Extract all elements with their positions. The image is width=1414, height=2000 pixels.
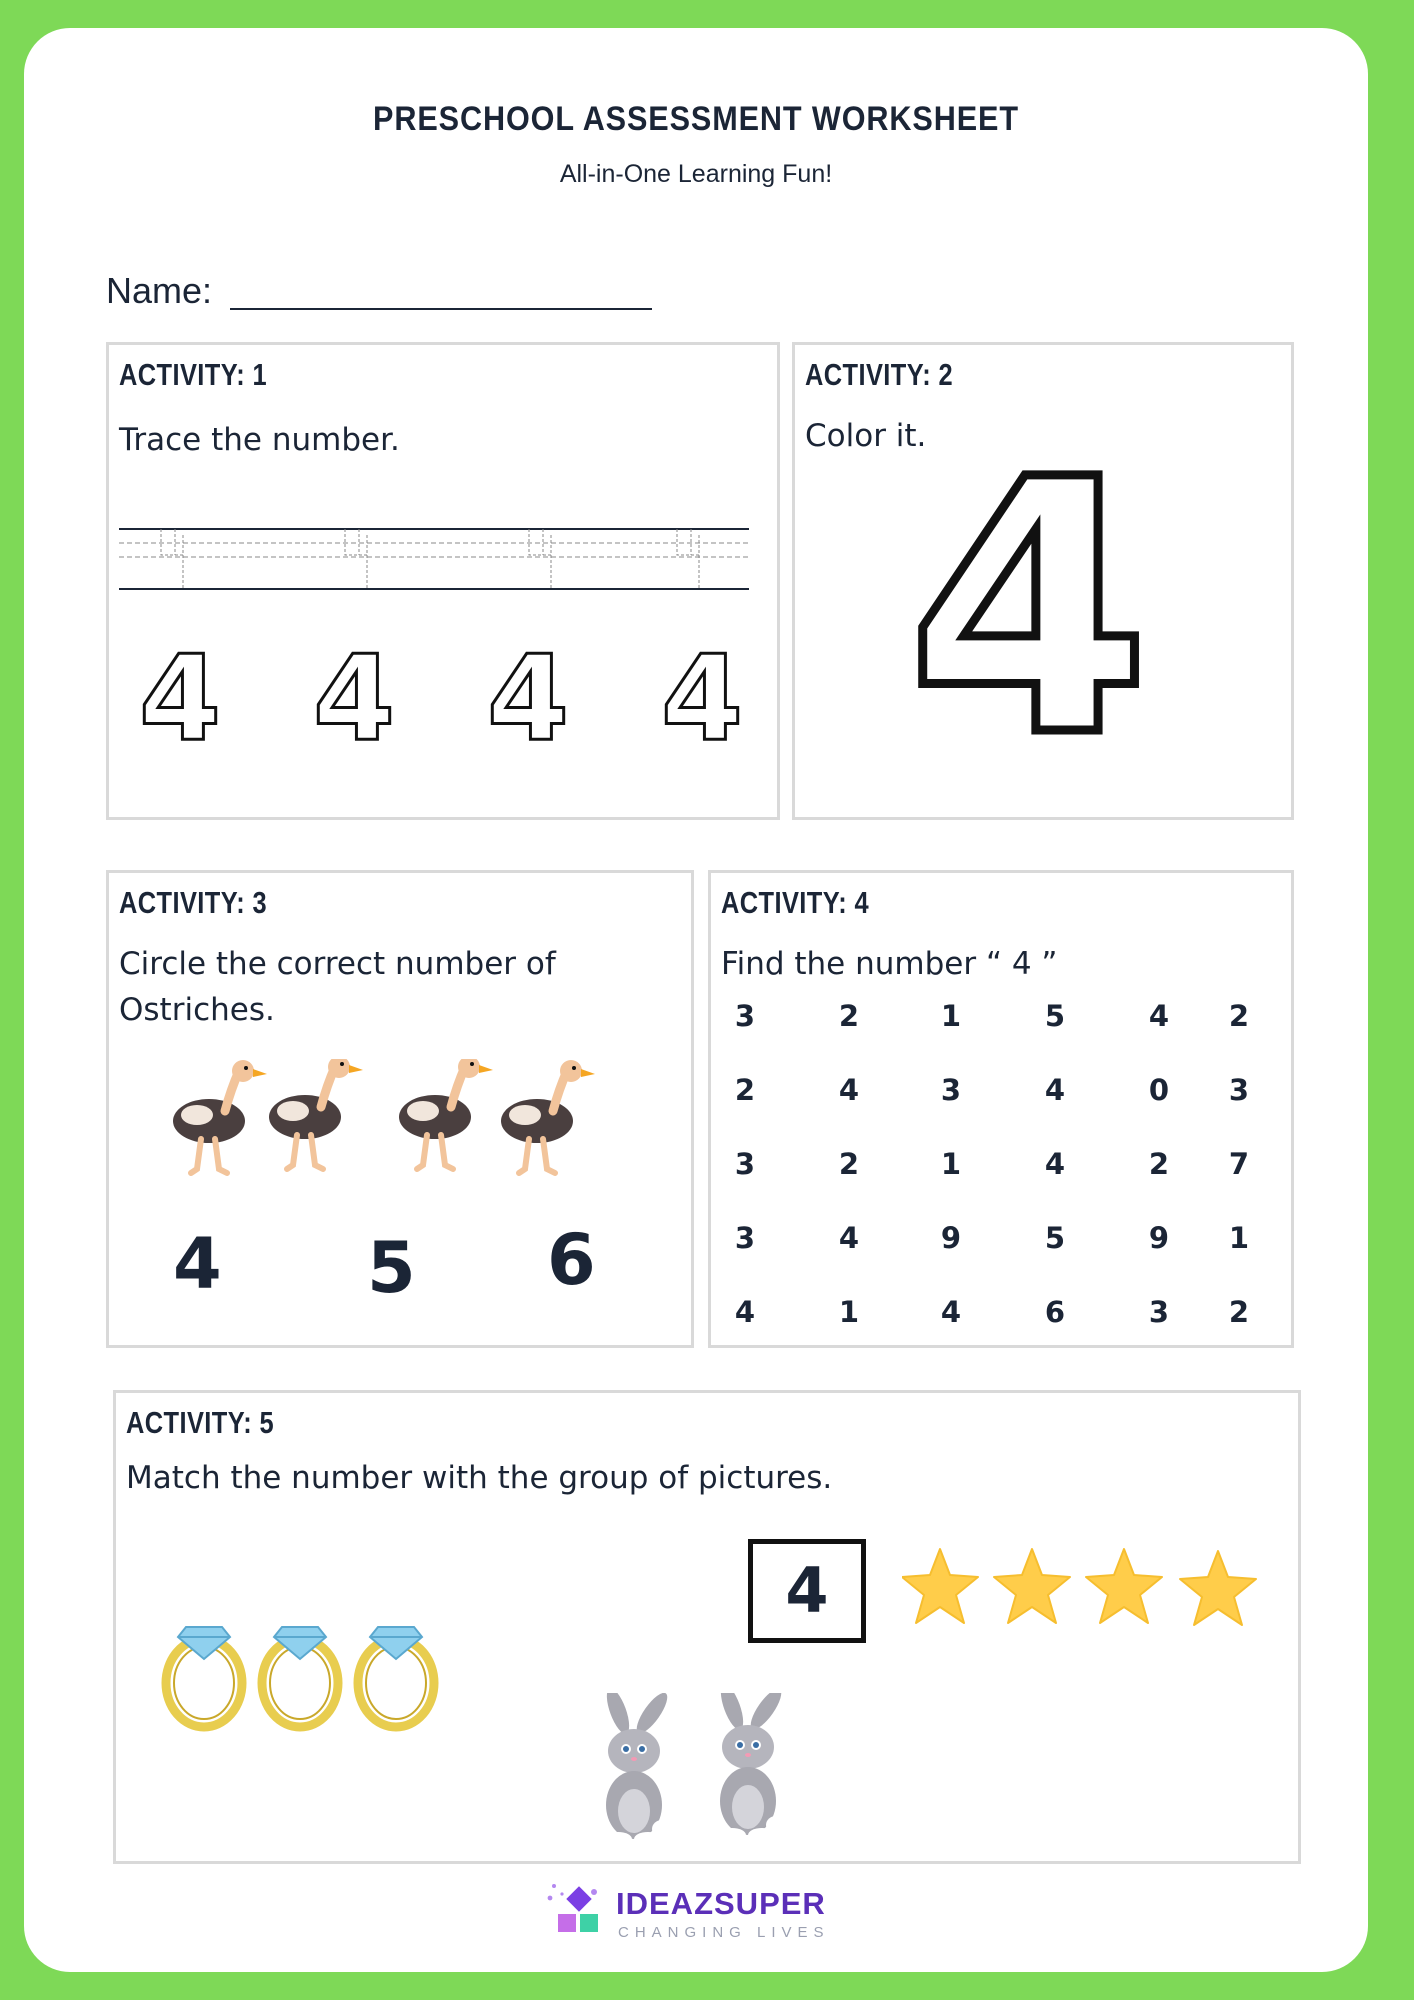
- brand-logo-icon: [544, 1880, 604, 1940]
- grid-number[interactable]: 4: [940, 1295, 962, 1329]
- trace-digit-3: 4: [487, 629, 570, 767]
- grid-number[interactable]: 1: [838, 1295, 860, 1329]
- grid-number[interactable]: 3: [1148, 1295, 1170, 1329]
- trace-digit-4: 4: [661, 629, 744, 767]
- grid-number[interactable]: 9: [1148, 1221, 1170, 1255]
- worksheet-subtitle: All-in-One Learning Fun!: [559, 160, 833, 188]
- rings-group[interactable]: [160, 1603, 460, 1733]
- grid-number[interactable]: 4: [838, 1073, 860, 1107]
- activity-1-title: ACTIVITY: 1: [119, 357, 268, 392]
- worksheet-page: [24, 28, 1368, 1972]
- activity-5-instruction: Match the number with the group of pictures.: [126, 1460, 833, 1496]
- grid-number[interactable]: 6: [1044, 1295, 1066, 1329]
- name-label: Name:: [106, 270, 213, 311]
- grid-number[interactable]: 4: [1044, 1147, 1066, 1181]
- activity-3-instruction-line1: Circle the correct number of: [119, 946, 556, 982]
- grid-number[interactable]: 4: [1044, 1073, 1066, 1107]
- ostriches-group: [169, 1059, 649, 1189]
- activity-5-box: [113, 1390, 1301, 1864]
- grid-number[interactable]: 2: [1148, 1147, 1170, 1181]
- bunnies-group[interactable]: [586, 1693, 826, 1853]
- activity-4-instruction: Find the number “ 4 ”: [721, 946, 1058, 982]
- grid-number[interactable]: 2: [838, 999, 860, 1033]
- grid-number[interactable]: 3: [734, 1221, 756, 1255]
- activity-2-box: [792, 342, 1294, 820]
- activity-4-box: [708, 870, 1294, 1348]
- grid-number[interactable]: 2: [838, 1147, 860, 1181]
- choice-6[interactable]: 6: [547, 1219, 596, 1301]
- activity-3-box: [106, 870, 694, 1348]
- match-number[interactable]: 4: [748, 1539, 866, 1643]
- grid-number[interactable]: 0: [1148, 1073, 1170, 1107]
- activity-1-box: [106, 342, 780, 820]
- number-grid: [711, 873, 1297, 1351]
- grid-number[interactable]: 7: [1228, 1147, 1250, 1181]
- activity-3-title: ACTIVITY: 3: [119, 885, 268, 920]
- grid-number[interactable]: 5: [1044, 999, 1066, 1033]
- grid-number[interactable]: 4: [838, 1221, 860, 1255]
- brand-tagline: CHANGING LIVES: [618, 1924, 830, 1941]
- grid-number[interactable]: 3: [940, 1073, 962, 1107]
- activity-2-title: ACTIVITY: 2: [805, 357, 954, 392]
- trace-digit-2: 4: [313, 629, 396, 767]
- grid-number[interactable]: 2: [734, 1073, 756, 1107]
- worksheet-title: PRESCHOOL ASSESSMENT WORKSHEET: [373, 100, 1019, 138]
- brand-name: IDEAZSUPER: [616, 1886, 826, 1921]
- grid-number[interactable]: 4: [1148, 999, 1170, 1033]
- activity-1-instruction: Trace the number.: [119, 422, 400, 458]
- trace-digit-1: 4: [139, 629, 222, 767]
- name-field-line[interactable]: [230, 308, 652, 310]
- activity-2-instruction: Color it.: [805, 418, 927, 454]
- choice-5[interactable]: 5: [367, 1227, 416, 1309]
- choice-4[interactable]: 4: [173, 1223, 222, 1305]
- grid-number[interactable]: 5: [1044, 1221, 1066, 1255]
- activity-4-title: ACTIVITY: 4: [721, 885, 870, 920]
- grid-number[interactable]: 1: [940, 1147, 962, 1181]
- tracing-lines: [109, 515, 783, 615]
- activity-3-instruction-line2: Ostriches.: [119, 992, 275, 1028]
- grid-number[interactable]: 2: [1228, 1295, 1250, 1329]
- grid-number[interactable]: 3: [734, 999, 756, 1033]
- grid-number[interactable]: 1: [1228, 1221, 1250, 1255]
- grid-number[interactable]: 3: [1228, 1073, 1250, 1107]
- grid-number[interactable]: 3: [734, 1147, 756, 1181]
- grid-number[interactable]: 4: [734, 1295, 756, 1329]
- grid-number[interactable]: 1: [940, 999, 962, 1033]
- stars-group[interactable]: [902, 1543, 1282, 1633]
- color-digit[interactable]: 4: [907, 405, 1151, 813]
- grid-number[interactable]: 9: [940, 1221, 962, 1255]
- activity-5-title: ACTIVITY: 5: [126, 1405, 275, 1440]
- grid-number[interactable]: 2: [1228, 999, 1250, 1033]
